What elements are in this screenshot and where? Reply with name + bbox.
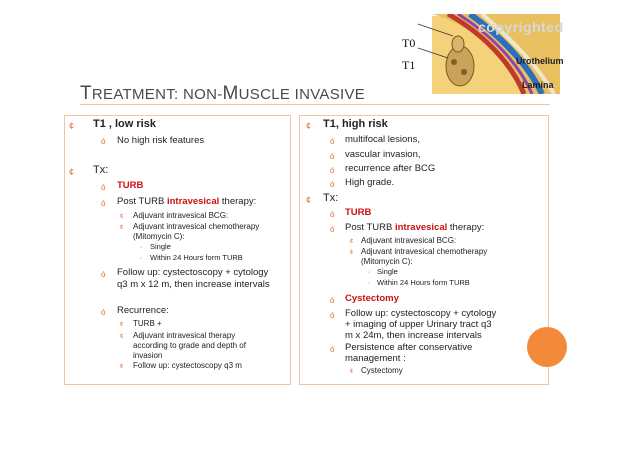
right-post-turb-therapy <box>345 222 484 233</box>
right-adjuvant-chemo-line2: (Mitomycin C): <box>361 257 413 266</box>
title-part-2: USCLE INVASIVE <box>238 86 366 103</box>
right-persistence-line2: management : <box>345 353 406 364</box>
bullet-marker: ¢ <box>120 214 124 220</box>
left-post-turb-therapy <box>117 196 256 207</box>
left-recurrence: Recurrence: <box>117 305 169 316</box>
left-single: Single <box>150 242 171 251</box>
left-post-intravesical: intravesical <box>166 196 220 207</box>
lamina-label: Lamina <box>522 80 554 90</box>
bullet-marker: ¢ <box>120 364 124 370</box>
left-adjuvant-chemo-line1: Adjuvant intravesical chemotherapy <box>133 222 260 231</box>
bullet-marker: ó <box>330 137 335 146</box>
title-cap-m: M <box>222 83 239 104</box>
slide-title <box>80 83 365 105</box>
right-followup-line3: m x 24m, then increase intervals <box>345 330 482 341</box>
bullet-marker: ó <box>330 166 335 175</box>
high-risk-heading: T1, high risk <box>323 118 388 130</box>
bullet-marker: ó <box>330 225 335 234</box>
low-risk-heading: T1 , low risk <box>93 118 156 130</box>
bullet-marker: ó <box>101 199 106 208</box>
t0-label: T0 <box>402 36 416 50</box>
right-adjuvant-chemo-line1: Adjuvant intravesical chemotherapy <box>361 247 488 256</box>
bullet-marker: ó <box>101 270 106 279</box>
bullet-marker: ¢ <box>69 167 75 177</box>
left-post-pre: Post TURB <box>117 196 167 207</box>
left-turb: TURB <box>117 180 144 191</box>
left-rec-adjuvant-line3: invasion <box>133 351 163 360</box>
decorative-orange-circle <box>527 327 567 367</box>
right-post-pre: Post TURB <box>345 222 395 233</box>
right-single: Single <box>377 267 398 276</box>
right-tx-label: Tx: <box>323 192 339 204</box>
left-rec-adjuvant-line2: according to grade and depth of <box>133 341 246 350</box>
bullet-marker: ¢ <box>306 121 312 131</box>
low-risk-features: No high risk features <box>117 135 205 146</box>
left-within-24h: Within 24 Hours form TURB <box>150 253 243 262</box>
right-turb: TURB <box>345 207 372 218</box>
right-persistence-cystectomy: Cystectomy <box>361 366 403 375</box>
left-rec-followup: Follow up: cystectoscopy q3 m <box>133 361 242 370</box>
bullet-marker: ¢ <box>350 369 354 375</box>
bullet-marker: ó <box>330 296 335 305</box>
high-risk-feature-grade: High grade. <box>345 177 395 188</box>
bullet-marker: ó <box>330 152 335 161</box>
bullet-marker: ◦ <box>368 270 371 276</box>
bullet-marker: ◦ <box>140 256 143 262</box>
bullet-marker: ¢ <box>120 334 124 340</box>
right-post-post: therapy: <box>447 222 485 233</box>
right-adjuvant-bcg: Adjuvant intravesical BCG: <box>361 236 457 245</box>
high-risk-feature-recurrence: recurrence after BCG <box>345 163 436 174</box>
bullet-marker: ó <box>330 345 335 354</box>
right-post-intravesical: intravesical <box>394 222 448 233</box>
bullet-marker: ó <box>330 311 335 320</box>
bullet-marker: ó <box>330 210 335 219</box>
left-rec-adjuvant-line1: Adjuvant intravesical therapy <box>133 331 236 340</box>
right-followup-line2: + imaging of upper Urinary tract q3 <box>345 319 492 330</box>
high-risk-feature-multifocal: multifocal lesions, <box>345 134 420 145</box>
bullet-marker: ¢ <box>69 121 75 131</box>
urothelium-label: Urothelium <box>516 56 564 66</box>
left-adjuvant-chemo-line2: (Mitomycin C): <box>133 232 185 241</box>
right-persistence-line1: Persistence after conservative <box>345 342 473 353</box>
bullet-marker: ó <box>101 308 106 317</box>
left-tx-label: Tx: <box>93 164 109 176</box>
watermark: copyrighted <box>478 19 564 35</box>
bullet-marker: ¢ <box>120 225 124 231</box>
left-adjuvant-bcg: Adjuvant intravesical BCG: <box>133 211 229 220</box>
left-post-post: therapy: <box>219 196 257 207</box>
title-part-1: REATMENT: NON- <box>91 86 223 103</box>
left-rec-turb: TURB + <box>133 319 162 328</box>
title-divider <box>80 104 550 105</box>
bullet-marker: ◦ <box>140 245 143 251</box>
left-followup-line1: Follow up: cystectoscopy + cytology <box>117 267 269 278</box>
left-followup-line2: q3 m x 12 m, then increase intervals <box>117 279 270 290</box>
t1-label: T1 <box>402 58 416 72</box>
bullet-marker: ¢ <box>350 250 354 256</box>
bullet-marker: ¢ <box>306 195 312 205</box>
title-cap-t: T <box>80 83 92 104</box>
right-cystectomy: Cystectomy <box>345 293 399 304</box>
bullet-marker: ó <box>101 137 106 146</box>
right-followup-line1: Follow up: cystectoscopy + cytology <box>345 308 497 319</box>
bullet-marker: ó <box>330 180 335 189</box>
bullet-marker: ◦ <box>368 281 371 287</box>
bullet-marker: ó <box>101 183 106 192</box>
bullet-marker: ¢ <box>120 322 124 328</box>
right-within-24h: Within 24 Hours form TURB <box>377 278 470 287</box>
bullet-marker: ¢ <box>350 239 354 245</box>
high-risk-feature-vascular: vascular invasion, <box>345 149 421 160</box>
